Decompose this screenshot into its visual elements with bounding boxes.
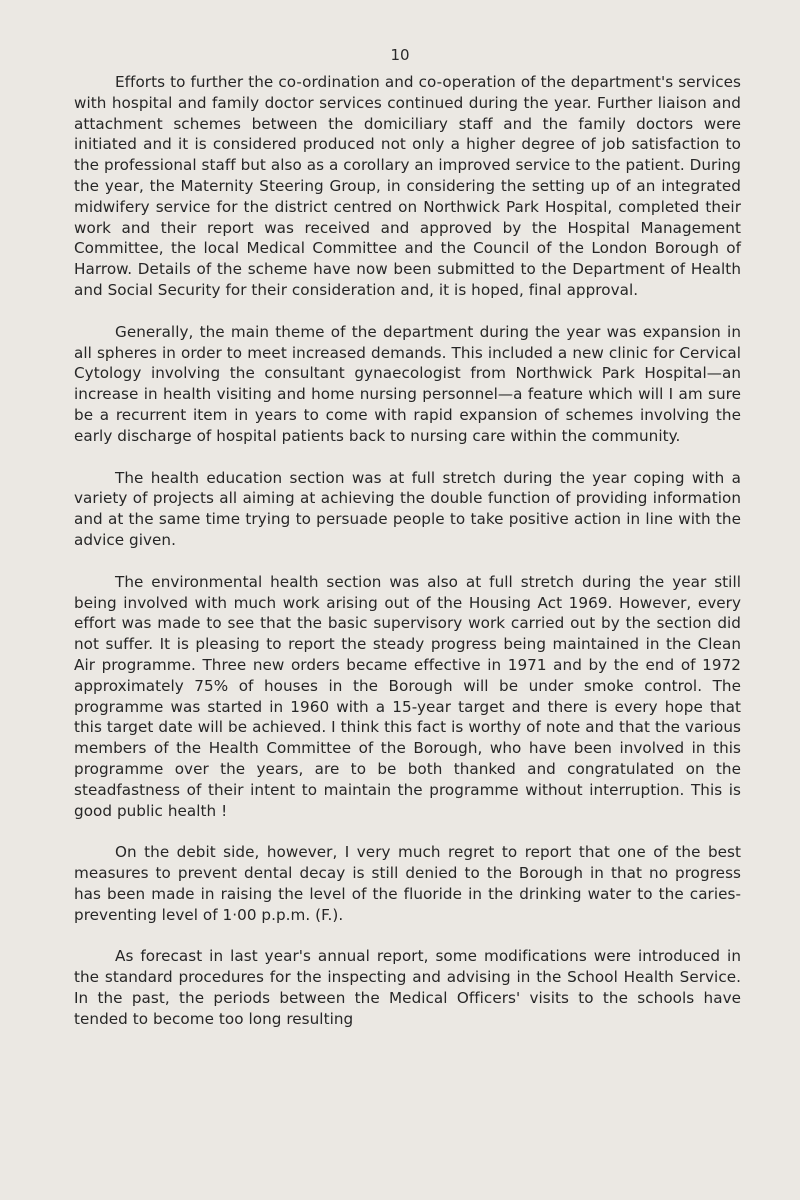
page-number: 10	[390, 46, 410, 64]
paragraph-health-education: The health education section was at full stretch during the year coping with a variety of projects all aiming at achieving the double function of providing information and at the same time trying to persuade people to take positive action in line with the advice given.	[74, 468, 741, 549]
body-text	[74, 72, 741, 1030]
paragraph-expansion: Generally, the main theme of the department during the year was expansion in all spheres in order to meet increased demands. This included a new clinic for Cervical Cytology involving the consultant gynaecologist from Northwick Park Hospital—an increase in health visiting and home nursing personnel—a feature which will I am sure be a recurrent item in years to come with rapid expansion of schemes involving the early discharge of hospital patients back to nursing care within the community.	[74, 322, 741, 445]
paragraph-school-health: As forecast in last year's annual report, some modifications were introduced in the standard procedures for the inspecting and advising in the School Health Service. In the past, the periods between the Medical Officers' visits to the schools have tended to become too long resulting	[74, 947, 741, 1028]
paragraph-coordination: Efforts to further the co-ordination and co-operation of the department's services with hospital and family doctor services continued during the year. Further liaison and attachment schemes between the domiciliary staff and the family doctors were initiated and it is considered produced not only a higher degree of job satisfaction to the professional staff but also as a corollary an improved service to the patient. During the year, the Maternity Steering Group, in considering the setting up of an integrated midwifery service for the district centred on Northwick Park Hospital, completed their work and their report was received and approved by the Hospital Management Committee, the local Medical Committee and the Council of the London Borough of Harrow. Details of the scheme have now been submitted to the Department of Health and Social Security for their consideration and, it is hoped, final approval.	[74, 73, 741, 299]
paragraph-environmental-health: The environmental health section was also at full stretch during the year still being involved with much work arising out of the Housing Act 1969. However, every effort was made to see that the basic supervisory work carried out by the section did not suffer. It is pleasing to report the steady progress being maintained in the Clean Air programme. Three new orders became effective in 1971 and by the end of 1972 approximately 75% of houses in the Borough will be under smoke control. The programme was started in 1960 with a 15-year target and there is every hope that this target date will be achieved. I think this fact is worthy of note and that the various members of the Health Committee of the Borough, who have been involved in this programme over the years, are to be both thanked and congratulated on the steadfastness of their intent to maintain the programme without interruption. This is good public health !	[74, 572, 741, 820]
paragraph-fluoride: On the debit side, however, I very much regret to report that one of the best measures to prevent dental decay is still denied to the Borough in that no progress has been made in raising the level of the fluoride in the drinking water to the caries-preventing level of 1·00 p.p.m. (F.).	[74, 843, 741, 924]
